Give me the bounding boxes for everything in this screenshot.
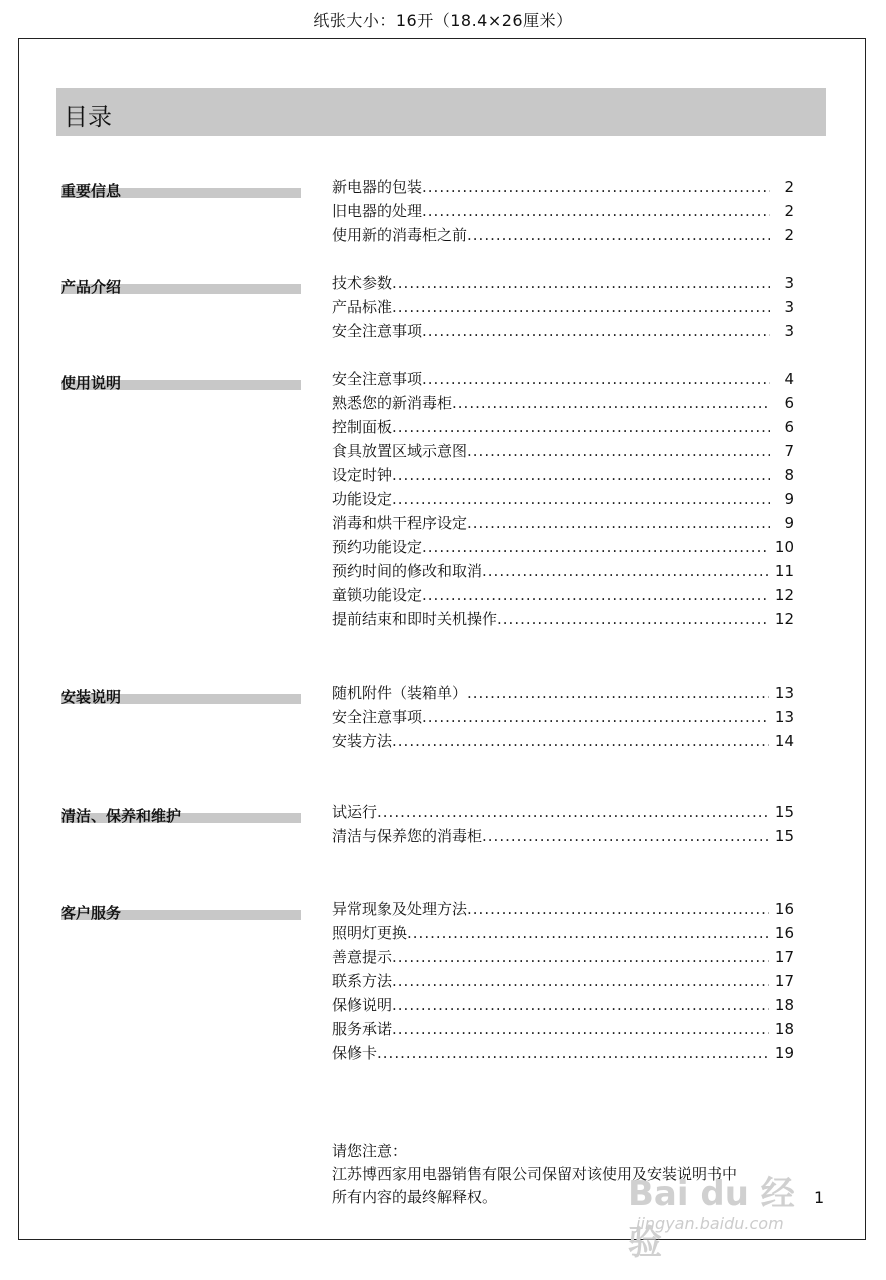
toc-entry[interactable] — [332, 898, 794, 922]
baidu-jingyan-watermark — [628, 1166, 808, 1263]
toc-entry-title: 新电器的包装 — [332, 178, 423, 196]
toc-entry-title: 照明灯更换 — [332, 924, 408, 942]
toc-entry-title: 清洁与保养您的消毒柜 — [332, 827, 483, 845]
toc-entry-page: 14 — [774, 732, 794, 750]
notice-heading: 请您注意： — [332, 1142, 408, 1160]
toc-entry[interactable] — [332, 730, 794, 754]
toc-entry-page: 18 — [774, 996, 794, 1014]
dot-leader — [422, 586, 769, 604]
watermark-url: jingyan.baidu.com — [636, 1214, 784, 1233]
dot-leader — [392, 466, 770, 484]
dot-leader — [467, 684, 769, 702]
toc-entry-title: 熟悉您的新消毒柜 — [332, 394, 453, 412]
toc-entry-page: 15 — [774, 827, 794, 845]
section-label-usage — [61, 372, 301, 392]
toc-entry[interactable] — [332, 320, 794, 344]
dot-leader — [452, 394, 770, 412]
toc-entry-title: 使用新的消毒柜之前 — [332, 226, 468, 244]
toc-entry-title: 童锁功能设定 — [332, 586, 423, 604]
toc-entry[interactable] — [332, 272, 794, 296]
dot-leader — [392, 1020, 769, 1038]
dot-leader — [392, 972, 769, 990]
dot-leader — [422, 708, 769, 726]
notice-line: 江苏博西家用电器销售有限公司保留对该使用及安装说明书中 — [332, 1165, 738, 1183]
dot-leader — [392, 732, 769, 750]
toc-entry-page: 3 — [784, 274, 794, 292]
toc-entry-title: 试运行 — [332, 803, 378, 821]
toc-entry[interactable] — [332, 176, 794, 200]
toc-entry-page: 3 — [784, 322, 794, 340]
toc-entry-title: 保修卡 — [332, 1044, 378, 1062]
toc-entry[interactable] — [332, 368, 794, 392]
toc-entry-page: 4 — [784, 370, 794, 388]
toc-entry-page: 19 — [774, 1044, 794, 1062]
toc-entry-page: 2 — [784, 178, 794, 196]
toc-list-product-intro — [332, 272, 794, 344]
toc-entry-title: 食具放置区域示意图 — [332, 442, 468, 460]
toc-entry-page: 6 — [784, 418, 794, 436]
toc-entry-title: 预约功能设定 — [332, 538, 423, 556]
toc-entry[interactable] — [332, 1042, 794, 1066]
toc-list-usage — [332, 368, 794, 632]
toc-entry[interactable] — [332, 296, 794, 320]
toc-entry[interactable] — [332, 584, 794, 608]
toc-entry-title: 安装方法 — [332, 732, 393, 750]
section-label-customer-service — [61, 902, 301, 922]
dot-leader — [392, 274, 770, 292]
toc-entry[interactable] — [332, 560, 794, 584]
toc-entry-page: 13 — [774, 708, 794, 726]
toc-entry-title: 服务承诺 — [332, 1020, 393, 1038]
section-label-installation — [61, 686, 301, 706]
paper-size-caption: 纸张大小：16开（18.4×26厘米） — [313, 11, 573, 30]
dot-leader — [497, 610, 769, 628]
toc-entry-page: 2 — [784, 226, 794, 244]
toc-entry-page: 17 — [774, 948, 794, 966]
dot-leader — [422, 322, 770, 340]
section-label-text: 清洁、保养和维护 — [61, 807, 182, 825]
toc-list-important-info — [332, 176, 794, 248]
dot-leader — [422, 178, 770, 196]
toc-entry-page: 2 — [784, 202, 794, 220]
toc-entry-title: 预约时间的修改和取消 — [332, 562, 483, 580]
dot-leader — [422, 202, 770, 220]
dot-leader — [482, 562, 769, 580]
toc-entry-page: 6 — [784, 394, 794, 412]
toc-entry-page: 10 — [774, 538, 794, 556]
toc-list-installation — [332, 682, 794, 754]
toc-entry-title: 保修说明 — [332, 996, 393, 1014]
toc-entry-page: 7 — [784, 442, 794, 460]
toc-entry-page: 16 — [774, 900, 794, 918]
toc-entry-title: 功能设定 — [332, 490, 393, 508]
watermark-logo: Bai du 经验 — [628, 1174, 795, 1263]
dot-leader — [467, 514, 770, 532]
title-bar — [56, 88, 826, 136]
toc-entry-title: 设定时钟 — [332, 466, 393, 484]
toc-entry-page: 11 — [774, 562, 794, 580]
dot-leader — [392, 490, 770, 508]
dot-leader — [467, 900, 769, 918]
section-label-text: 重要信息 — [61, 182, 122, 200]
toc-entry-page: 15 — [774, 803, 794, 821]
toc-entry-title: 消毒和烘干程序设定 — [332, 514, 468, 532]
toc-entry-title: 异常现象及处理方法 — [332, 900, 468, 918]
toc-list-cleaning — [332, 801, 794, 849]
toc-entry-title: 安全注意事项 — [332, 708, 423, 726]
toc-entry-title: 产品标准 — [332, 298, 393, 316]
toc-entry-page: 16 — [774, 924, 794, 942]
toc-entry[interactable] — [332, 200, 794, 224]
toc-entry-page: 8 — [784, 466, 794, 484]
toc-entry[interactable] — [332, 946, 794, 970]
toc-entry-page: 9 — [784, 514, 794, 532]
toc-entry[interactable] — [332, 825, 794, 849]
section-label-important-info — [61, 180, 301, 200]
toc-entry-page: 17 — [774, 972, 794, 990]
toc-entry-page: 9 — [784, 490, 794, 508]
toc-entry[interactable] — [332, 416, 794, 440]
toc-entry-page: 18 — [774, 1020, 794, 1038]
notice-line: 所有内容的最终解释权。 — [332, 1188, 498, 1206]
toc-entry-title: 提前结束和即时关机操作 — [332, 610, 498, 628]
toc-entry[interactable] — [332, 392, 794, 416]
section-label-text: 产品介绍 — [61, 278, 122, 296]
page-title: 目录 — [64, 103, 112, 131]
section-label-cleaning — [61, 805, 301, 825]
toc-entry-title: 控制面板 — [332, 418, 393, 436]
toc-entry-title: 技术参数 — [332, 274, 393, 292]
dot-leader — [377, 803, 769, 821]
toc-entry[interactable] — [332, 440, 794, 464]
toc-list-customer-service — [332, 898, 794, 1066]
dot-leader — [377, 1044, 769, 1062]
toc-entry[interactable] — [332, 1018, 794, 1042]
toc-entry[interactable] — [332, 922, 794, 946]
section-label-text: 安装说明 — [61, 688, 122, 706]
dot-leader — [392, 996, 769, 1014]
dot-leader — [422, 370, 770, 388]
toc-entry[interactable] — [332, 706, 794, 730]
dot-leader — [392, 298, 770, 316]
toc-entry[interactable] — [332, 994, 794, 1018]
dot-leader — [407, 924, 769, 942]
toc-entry[interactable] — [332, 682, 794, 706]
dot-leader — [467, 442, 770, 460]
toc-entry[interactable] — [332, 608, 794, 632]
toc-entry-title: 随机附件（装箱单） — [332, 684, 468, 702]
section-label-text: 使用说明 — [61, 374, 122, 392]
dot-leader — [422, 538, 769, 556]
section-label-product-intro — [61, 276, 301, 296]
toc-entry-title: 安全注意事项 — [332, 370, 423, 388]
section-label-text: 客户服务 — [61, 904, 122, 922]
toc-entry-page: 12 — [774, 586, 794, 604]
toc-entry-page: 12 — [774, 610, 794, 628]
toc-entry[interactable] — [332, 970, 794, 994]
toc-entry[interactable] — [332, 536, 794, 560]
toc-entry-title: 善意提示 — [332, 948, 393, 966]
page-number: 1 — [814, 1188, 825, 1207]
toc-entry-page: 3 — [784, 298, 794, 316]
toc-entry-title: 联系方法 — [332, 972, 393, 990]
toc-entry[interactable] — [332, 801, 794, 825]
dot-leader — [392, 948, 769, 966]
toc-entry[interactable] — [332, 224, 794, 248]
toc-entry-title: 旧电器的处理 — [332, 202, 423, 220]
toc-entry[interactable] — [332, 512, 794, 536]
toc-entry[interactable] — [332, 488, 794, 512]
dot-leader — [467, 226, 770, 244]
dot-leader — [392, 418, 770, 436]
dot-leader — [482, 827, 769, 845]
toc-entry[interactable] — [332, 464, 794, 488]
toc-entry-title: 安全注意事项 — [332, 322, 423, 340]
toc-entry-page: 13 — [774, 684, 794, 702]
